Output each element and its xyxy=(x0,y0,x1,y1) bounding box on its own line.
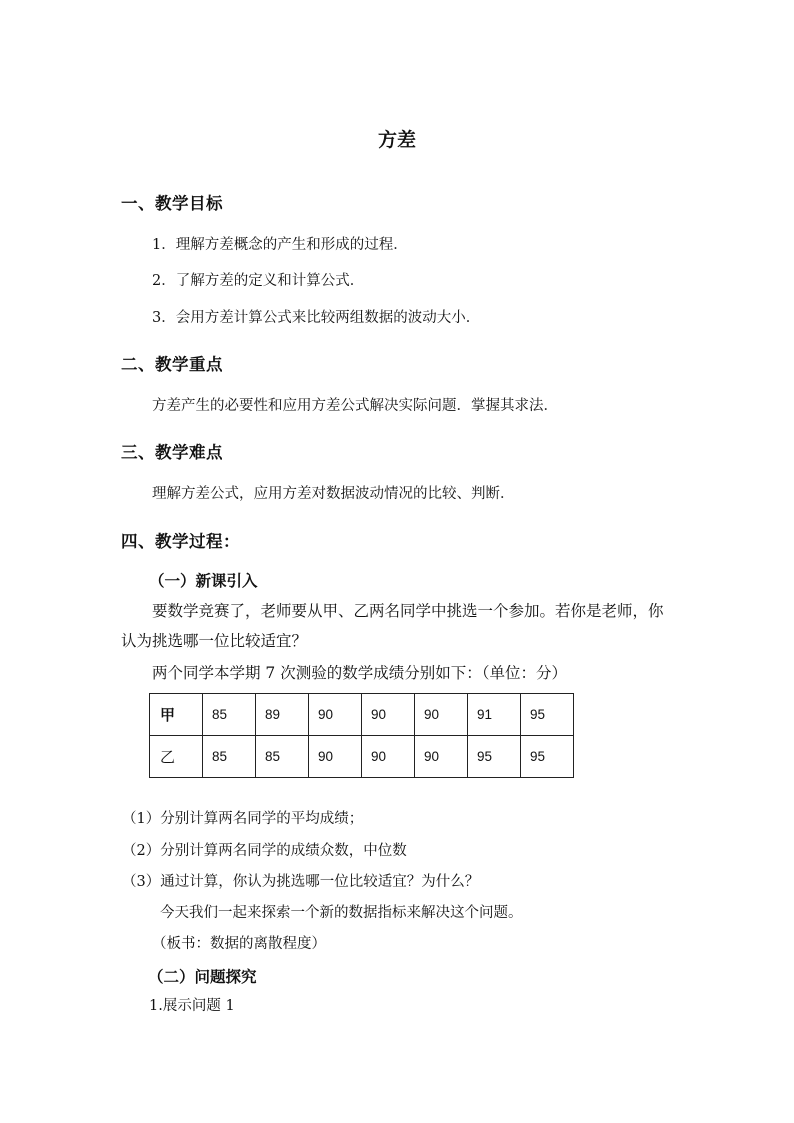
table-cell: 90 xyxy=(309,694,362,736)
goal-item-2: 2．了解方差的定义和计算公式． xyxy=(152,273,365,289)
table-cell: 90 xyxy=(362,694,415,736)
table-row xyxy=(150,736,574,778)
table-cell: 95 xyxy=(468,736,521,778)
heading-teaching-goals: 一、教学目标 xyxy=(121,194,223,213)
page-title: 方差 xyxy=(377,129,416,151)
question-2: （2）分别计算两名同学的成绩众数，中位数 xyxy=(122,843,407,859)
key-points-text: 方差产生的必要性和应用方差公式解决实际问题．掌握其求法． xyxy=(152,398,558,414)
table-cell: 85 xyxy=(203,694,256,736)
row-label-yi: 乙 xyxy=(150,736,203,778)
goal-item-3: 3．会用方差计算公式来比较两组数据的波动大小． xyxy=(152,310,481,326)
table-cell: 90 xyxy=(309,736,362,778)
intro-line-3: 两个同学本学期 7 次测验的数学成绩分别如下：（单位：分） xyxy=(152,664,567,682)
scores-table xyxy=(149,693,574,778)
table-cell: 91 xyxy=(468,694,521,736)
table-cell: 85 xyxy=(203,736,256,778)
subheading-exploration: （二）问题探究 xyxy=(148,967,257,986)
heading-difficulties: 三、教学难点 xyxy=(121,443,223,462)
show-question-1: 1.展示问题 1 xyxy=(149,998,235,1014)
question-3: （3）通过计算，你认为挑选哪一位比较适宜？为什么？ xyxy=(122,874,480,890)
intro-line-2: 认为挑选哪一位比较适宜？ xyxy=(121,632,308,650)
difficulties-text: 理解方差公式，应用方差对数据波动情况的比较、判断． xyxy=(152,486,515,502)
table-cell: 89 xyxy=(256,694,309,736)
table-cell: 95 xyxy=(521,736,574,778)
subheading-intro: （一）新课引入 xyxy=(149,571,258,590)
table-cell: 90 xyxy=(415,736,468,778)
table-cell: 95 xyxy=(521,694,574,736)
heading-key-points: 二、教学重点 xyxy=(121,355,223,374)
row-label-jia: 甲 xyxy=(150,694,203,736)
heading-teaching-process: 四、教学过程： xyxy=(121,532,240,551)
table-cell: 85 xyxy=(256,736,309,778)
intro-line-1: 要数学竞赛了，老师要从甲、乙两名同学中挑选一个参加。若你是老师，你 xyxy=(152,602,664,620)
goal-item-1: 1．理解方差概念的产生和形成的过程． xyxy=(152,237,408,253)
question-1: （1）分别计算两名同学的平均成绩； xyxy=(122,811,364,827)
table-row xyxy=(150,694,574,736)
table-cell: 90 xyxy=(415,694,468,736)
table-cell: 90 xyxy=(362,736,415,778)
explore-line: 今天我们一起来探索一个新的数据指标来解决这个问题。 xyxy=(160,905,523,921)
board-note: （板书：数据的离散程度） xyxy=(152,936,326,952)
